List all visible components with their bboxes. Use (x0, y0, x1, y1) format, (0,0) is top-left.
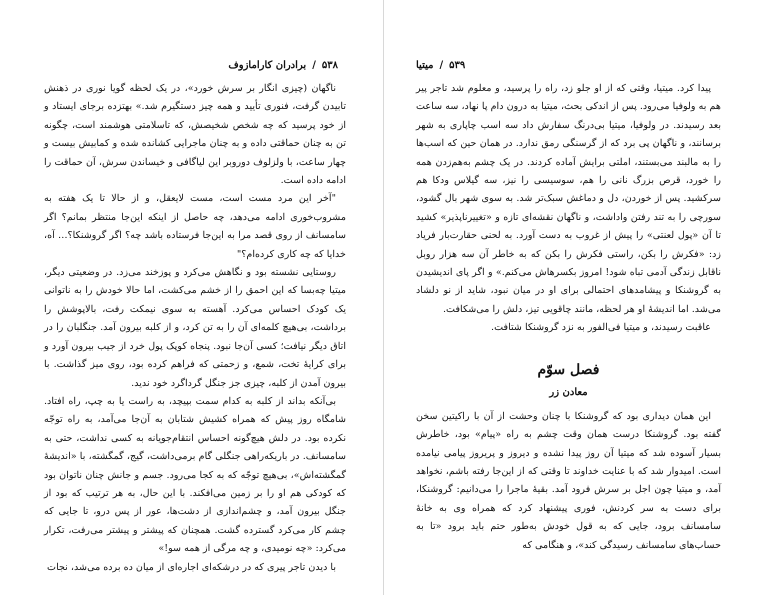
paragraph: با دیدن تاجر پیری که در درشکه‌ای اجاره‌ای از میان ده برده می‌شد، نجات (47, 561, 336, 573)
paragraph: پیدا کرد. میتیا، وقتی که از او جلو زد، راه را پرسید، و معلوم شد تاجر پیر هم به ولوفیا می‌رود. پس از اندکی بحث، میتیا به درون دام پا نهاد، سه ساعت بعد رسیدند. در ولوفیا، میتیا بی‌درنگ سفارش داد سه اسب چاپاری به شهر برسانند، و ناگهان پی برد که از گرسنگی رمق ندارد. در همان حین که اسب‌ها را به مالبند می‌بستند، املتی برایش آماده کردند. در یک چشم به‌هم‌زدن همه را خورد، قرص بزرگ نانی را هم، سوسیسی را نیز، سه گیلاس ودکا هم سرکشید. پس از خوردن، دل و دماغش سبک‌تر شد. به سوی شهر بال گشود، سورچی را به تند رفتن واداشت، و ناگهان نقشه‌ای تازه و «تغییرناپذیر» کشید تا آن «پول لعنتی» را پیش از غروب به دست آورد. به لحنی حقارت‌بار فریاد زد: «فکرش را بکن، راستی فکرش را بکن که به خاطر آن سه هزار روبل ناقابل زندگی آدمی تباه شود! امروز بکسرهاش می‌کنم.» و اگر پای اندیشیدن به گروشنکا و پیشامدهای احتمالی برای او در میان نبود، شاید از نو دلشاد می‌شد. اما اندیشهٔ او هر لحظه، مانند چاقویی تیز، دلش را می‌شکافت. (416, 83, 721, 315)
running-title: میتیا (416, 59, 434, 71)
chapter-subtitle: معادن زر (549, 386, 588, 398)
paragraph: بی‌آنکه بداند از کلبه به کدام سمت بپیچد، به راست یا به چپ، راه افتاد. شامگاه روز پیش که همراه کشیش شتابان به آن‌جا می‌آمد، به راه توجّه نکرده بود. در دلش هیچ‌گونه احساس انتقام‌جویانه به کسی نداشت، حتی به سامسانف. در باریکه‌راهی جنگلی گام برمی‌داشت، گیج، گمگشته، با «اندیشهٔ گمگشته‌اش»، بی‌هیچ توجّه که به کجا می‌رود. جسم و جانش چنان ناتوان بود که کودکی هم او را بر زمین می‌افکند. با این حال، به هر ترتیب که بود از جنگل بیرون آمد، و چشم‌اندازی از دشت‌ها، عور از پس درو، تا جایی که چشم کار می‌کرد گسترده گشت. همچنان که پیشتر و پیشتر می‌رفت، تکرار می‌کرد: «چه نومیدی، و چه مرگی از همه سو!» (44, 395, 346, 555)
right-page-header (416, 58, 465, 72)
header-separator: / (312, 59, 316, 71)
paragraph: عاقبت رسیدند، و میتیا فی‌الفور به نزد گروشنکا شتافت. (491, 322, 711, 334)
right-page (384, 0, 768, 595)
paragraph: روستایی نشسته بود و نگاهش می‌کرد و پوزخند می‌زد. در وضعیتی دیگر، میتیا چه‌بسا که این احمق را از خشم می‌کشت، اما حالا خودش را به ناتوانی یک کودک احساس می‌کرد. آهسته به سوی نیمکت رفت، بالاپوشش را برداشت، بی‌هیچ کلمه‌ای آن را به تن کرد، و از کلبه بیرون آمد. جنگلبان را در اتاق دیگر نیافت؛ کسی آن‌جا نبود. پنجاه کوپک پول خرد از جیب بیرون آورد و برای کرایهٔ تخت، شمع، و زحمتی که فراهم کرده بود، روی میز گذاشت. با بیرون آمدن از کلبه، چیزی جز جنگل گرداگرد خود ندید. (44, 267, 346, 389)
paragraph: ناگهان (چیزی انگار بر سرش خورد»، در یک لحظه گویا نوری در ذهنش تابیدن گرفت، فنوری تأیید و همه چیز دستگیرم شد.» بهتزده برجای ایستاد و از خود پرسید که چه شخص شخیصش، که تاسلامتی هوشمند است، چگونه تن به چنان حماقتی داده و به چنان ماجرایی کشانده شده و کمابیش بیست و چهار ساعت، با ولزلوف دوروبر این لیاگافی و خیساندن سرش، آن حماقت را ادامه داده است. (44, 83, 346, 187)
page-number: ۵۳۸ (321, 59, 338, 71)
right-page-body (416, 80, 721, 555)
paragraph: این همان دیداری بود که گروشنکا با چنان وحشت از آن با راکیتین سخن گفته بود. گروشنکا درست همان وقت چشم به راه «پیام» بود، خاطرش بسیار آسوده شد که میتیا آن روز پیدا نشده و دیروز و پریروز پیامی نیامده است. امیدوار شد که با عنایت خداوند تا وقتی که از این‌جا رفته باشم، نخواهد آمد، و میتیا چون اجل بر سرش فرود آمد. بقیهٔ ماجرا را می‌دانیم: گروشنکا، برای دست به سر کردنش، فوری پیشنهاد کرد که همراه وی به خانهٔ سامسانف برود، جایی که به قول خودش به‌طور حتم باید برود «تا به حساب‌های سامسانف رسیدگی کند»، و هنگامی که (416, 410, 721, 551)
page-number: ۵۳۹ (449, 59, 466, 71)
left-page-body (44, 80, 346, 577)
header-separator: / (439, 59, 444, 71)
running-title: برادران کارامازوف (228, 59, 307, 71)
chapter-title: فصل سوّم (537, 361, 600, 378)
paragraph: "آخر این مرد مست است، مست لایعقل، و از حالا تا یک هفته به مشروب‌خوری ادامه می‌دهد، چه حاصل از اینکه این‌جا منتظر بمانم؟ اگر سامسانف از روی قصد مرا به این‌جا فرستاده باشد چه؟ اگر گروشنکا؟… آه، خدایا که چه کاری کرده‌ام؟" (44, 193, 346, 260)
left-page-header (228, 58, 338, 72)
